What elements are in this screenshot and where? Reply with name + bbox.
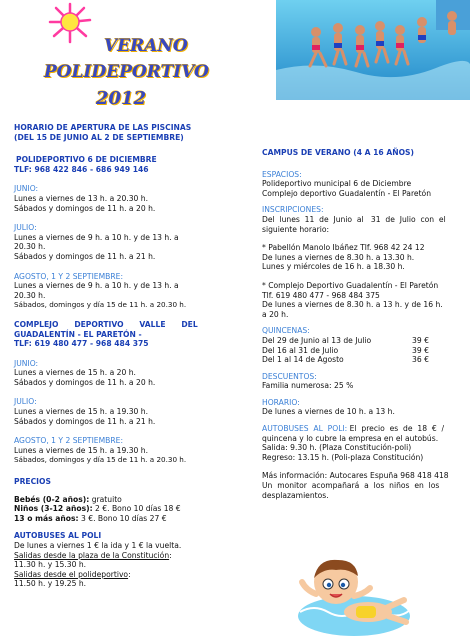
quincena-price: 36 €: [412, 355, 429, 365]
quincena-price: 39 €: [412, 335, 429, 345]
complejo-junio-line: Sábados y domingos de 11 h. a 20 h.: [14, 377, 156, 387]
more-info-line: desplazamientos.: [262, 490, 329, 500]
complejo-name-line: COMPLEJO DEPORTIVO VALLE DEL: [14, 319, 198, 329]
bus-heading: AUTOBUSES AL POLI: [14, 531, 102, 541]
pool-hours-heading: [14, 123, 210, 142]
espacios-line: Complejo deportivo Guadalentín - El Paretón: [262, 188, 432, 198]
complejo-junio-heading: JUNIO:: [14, 358, 39, 368]
poli-agosto-line: Sábados, domingos y día 15 de 11 h. a 20.30 h.: [14, 300, 187, 310]
bus-poli-line: Regreso: 13.15 h. (Poli-plaza Constitución): [262, 452, 424, 462]
pool-photo: [276, 0, 470, 100]
bus-line: 11.30 h. y 15.30 h.: [14, 560, 87, 570]
price-row: [14, 495, 210, 505]
campus-heading: CAMPUS DE VERANO (4 A 16 AÑOS): [262, 148, 414, 157]
sun-logo: [30, 0, 110, 60]
right-column: [262, 148, 458, 500]
bus-departure-poli: Salidas desde el polideportivo: [14, 569, 129, 579]
price-label: Bebés (0-2 años):: [14, 494, 90, 504]
descuentos-heading: DESCUENTOS:: [262, 371, 317, 381]
bus-line: 11.50 h. y 19.25 h.: [14, 579, 87, 589]
pabellon-line: * Pabellón Manolo Ibáñez Tlf. 968 42 24 12: [262, 243, 425, 253]
price-row: [14, 504, 210, 514]
horario-heading: HORARIO:: [262, 397, 300, 407]
title-verano: VERANO: [104, 36, 188, 56]
poli-agosto-line: Lunes a viernes de 9 h. a 10 h. y de 13 h. a: [14, 281, 179, 291]
poli-name: POLIDEPORTIVO 6 DE DICIEMBRE: [16, 155, 157, 165]
bus-poli-first-line: [262, 424, 458, 434]
more-info-line: Un monitor acompañará a los niños en los: [262, 481, 440, 491]
descuentos-line: Familia numerosa: 25 %: [262, 381, 354, 391]
complejo-line: * Complejo Deportivo Guadalentín - El Paretón: [262, 280, 439, 290]
title-year: 2012: [96, 88, 147, 109]
bus-departure-plaza: Salidas desde la plaza de la Constitución: [14, 550, 170, 560]
poli-junio-line: Sábados y domingos de 11 h. a 20 h.: [14, 203, 156, 213]
inscripciones-line: siguiente horario:: [262, 224, 330, 234]
pabellon-line: Lunes y miércoles de 16 h. a 18.30 h.: [262, 262, 405, 272]
price-label: Niños (3-12 años):: [14, 504, 93, 514]
swimming-child-illustration: [296, 550, 412, 640]
more-info-line: Más información: Autocares Espuña 968 418 418: [262, 471, 449, 481]
espacios-heading: ESPACIOS:: [262, 169, 302, 179]
price-row: [14, 514, 210, 524]
quincena-dates: Del 29 de Junio al 13 de Julio: [262, 335, 372, 345]
poli-junio-heading: JUNIO:: [14, 184, 39, 194]
prices-heading: PRECIOS: [14, 477, 51, 487]
pool-hours-dates: (DEL 15 DE JUNIO AL 2 DE SEPTIEMBRE): [14, 132, 184, 142]
poli-agosto-line: 20.30 h.: [14, 290, 46, 300]
quincena-dates: Del 16 al 31 de Julio: [262, 345, 339, 355]
quincena-row: [262, 336, 458, 346]
pool-hours-title: HORARIO DE APERTURA DE LAS PISCINAS: [14, 123, 192, 132]
bus-line: [14, 570, 210, 580]
quincena-dates: Del 1 al 14 de Agosto: [262, 355, 344, 365]
pabellon-line: De lunes a viernes de 8.30 h. a 13.30 h.: [262, 252, 415, 262]
horario-line: De lunes a viernes de 10 h. a 13 h.: [262, 407, 395, 417]
poli-junio-line: Lunes a viernes de 13 h. a 20.30 h.: [14, 193, 149, 203]
price-value: 2 €. Bono 10 días 18 €: [92, 504, 181, 514]
bus-poli-price: El precio es de 18 € /: [347, 424, 445, 434]
complejo-line: Tlf. 619 480 477 - 968 484 375: [262, 290, 380, 300]
complejo-line: a 20 h.: [262, 309, 289, 319]
left-column: [14, 123, 210, 589]
complejo-junio-line: Lunes a viernes de 15 h. a 20 h.: [14, 368, 136, 378]
quincena-row: [262, 346, 458, 356]
complejo-line: De lunes a viernes de 8.30 h. a 13 h. y de 16 h.: [262, 300, 443, 310]
quincena-row: [262, 355, 458, 365]
bus-line: De lunes a viernes 1 € la ida y 1 € la vuelta.: [14, 541, 182, 550]
inscripciones-heading: INSCRIPCIONES:: [262, 205, 324, 215]
complejo-agosto-line: Lunes a viernes de 15 h. a 19.30 h.: [14, 445, 149, 455]
complejo-agosto-heading: AGOSTO, 1 Y 2 SEPTIEMBRE:: [14, 436, 123, 446]
espacios-line: Polideportivo municipal 6 de Diciembre: [262, 179, 412, 189]
bus-poli-heading: AUTOBUSES AL POLI:: [262, 424, 348, 434]
complejo-julio-line: Lunes a viernes de 15 h. a 19.30 h.: [14, 407, 149, 417]
bus-colon: :: [128, 569, 131, 579]
complejo-julio-line: Sábados y domingos de 11 h. a 21 h.: [14, 416, 156, 426]
complejo-agosto-line: Sábados, domingos y día 15 de 11 h. a 20.30 h.: [14, 455, 187, 465]
quincenas-heading: QUINCENAS:: [262, 326, 310, 336]
inscripciones-line: Del lunes 11 de Junio al 31 de Julio con el: [262, 214, 446, 224]
quincena-price: 39 €: [412, 345, 429, 355]
bus-poli-line: Salida: 9.30 h. (Plaza Constitución-poli): [262, 443, 412, 453]
complejo-phone: TLF: 619 480 477 - 968 484 375: [14, 339, 149, 349]
bus-line: [14, 551, 210, 561]
price-label: 13 o más años:: [14, 513, 79, 523]
poli-agosto-heading: AGOSTO, 1 Y 2 SEPTIEMBRE:: [14, 271, 123, 281]
poli-phone: TLF: 968 422 846 - 686 949 146: [14, 164, 149, 174]
title-polideportivo: POLIDEPORTIVO: [44, 62, 209, 82]
bus-colon: :: [169, 550, 172, 560]
complejo-name: [14, 320, 210, 339]
price-value: 3 €. Bono 10 días 27 €: [78, 513, 167, 523]
poli-julio-line: 20.30 h.: [14, 242, 46, 252]
poli-julio-line: Lunes a viernes de 9 h. a 10 h. y de 13 h. a: [14, 232, 179, 242]
complejo-name-line: GUADALENTÍN - EL PARETÓN -: [14, 329, 142, 339]
poli-julio-line: Sábados y domingos de 11 h. a 21 h.: [14, 251, 156, 261]
poli-julio-heading: JULIO:: [14, 223, 37, 233]
price-value: gratuito: [89, 494, 122, 504]
complejo-julio-heading: JULIO:: [14, 397, 37, 407]
bus-poli-line: quincena y lo cubre la empresa en el autobús.: [262, 433, 439, 443]
